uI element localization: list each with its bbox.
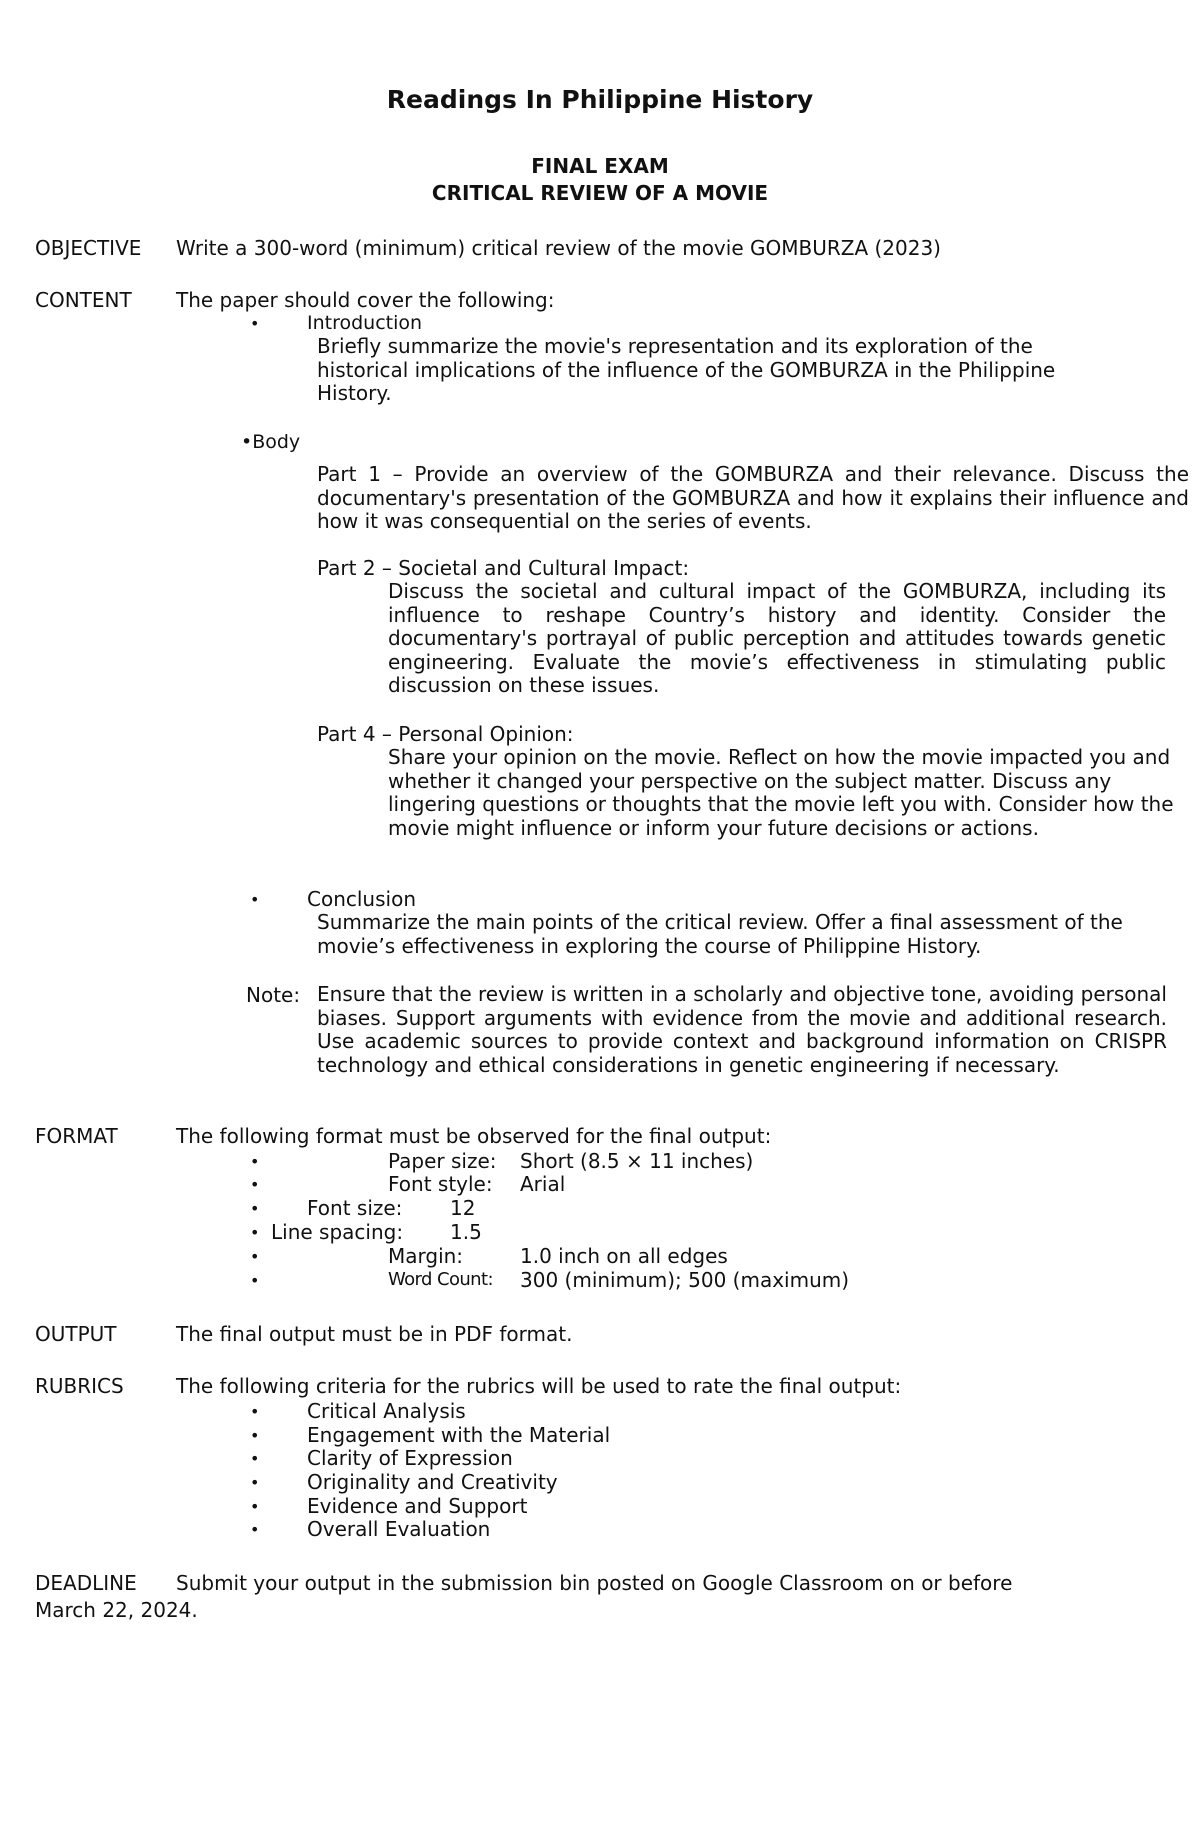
output-text: The final output must be in PDF format. [176,1322,573,1346]
format-item-value: Short (8.5 × 11 inches) [520,1149,754,1173]
bullet-icon: • [250,1449,260,1468]
bullet-icon: • [250,1520,260,1539]
document-title: Readings In Philippine History [386,85,814,114]
note-text: Ensure that the review is written in a scholarly and objective tone, avoiding personal biases. Support arguments with evidence from the movie and additional research. Use academic sources to provide context and background information on CRISPR technology and ethical considerations in genetic engineering if necessary. [317,982,1167,1077]
conclusion-text: Summarize the main points of the critical review. Offer a final assessment of the movie’s effectiveness in exploring the course of Philippine History. [317,910,1123,958]
note-label: Note: [246,983,301,1007]
part4-text: Share your opinion on the movie. Reflect on how the movie impacted you and whether it changed your perspective on the subject matter. Discuss any lingering questions or thoughts that the movie left you with. Consider how the movie might influence or inform your future decisions or actions. [388,745,1174,840]
format-item-value: 12 [450,1196,476,1220]
objective-label: OBJECTIVE [35,236,142,260]
bullet-icon: • [250,1152,260,1171]
introduction-heading: Introduction [307,312,423,334]
format-item-value: 300 (minimum); 500 (maximum) [520,1268,850,1292]
part4-heading: Part 4 – Personal Opinion: [317,722,574,746]
bullet-icon: • [250,1175,260,1194]
bullet-icon: • [250,1497,260,1516]
bullet-icon: • [250,1402,260,1421]
deadline-text: Submit your output in the submission bin posted on Google Classroom on or before [176,1571,1013,1595]
output-label: OUTPUT [35,1322,117,1346]
bullet-icon: • [250,1473,260,1492]
format-item-value: 1.5 [450,1220,482,1244]
exam-subtitle: CRITICAL REVIEW OF A MOVIE [431,181,769,205]
bullet-icon: • [250,1247,260,1266]
conclusion-heading: Conclusion [307,887,416,911]
part2-text: Discuss the societal and cultural impact of the GOMBURZA, including its influence to reshape Country’s history and identity. Consider the documentary's portrayal of public perception and attitudes towards genetic engineering. Evaluate the movie’s effectiveness in stimulating public discussion on these issues. [388,579,1166,697]
format-item-name: Word Count: [388,1269,493,1290]
rubric-item: Critical Analysis [307,1399,466,1423]
deadline-date: March 22, 2024. [35,1598,198,1622]
bullet-icon: • [250,1223,260,1242]
format-label: FORMAT [35,1124,118,1148]
format-item-name: Line spacing: [271,1220,404,1244]
format-item-name: Font size: [307,1196,403,1220]
content-intro: The paper should cover the following: [176,288,555,312]
rubric-item: Evidence and Support [307,1494,528,1518]
rubrics-intro: The following criteria for the rubrics will be used to rate the final output: [176,1374,902,1398]
format-item-name: Margin: [388,1244,464,1268]
part2-heading: Part 2 – Societal and Cultural Impact: [317,556,690,580]
format-item-name: Paper size: [388,1149,497,1173]
rubrics-label: RUBRICS [35,1374,124,1398]
bullet-icon: • [250,1426,260,1445]
bullet-icon: • [250,1271,260,1290]
rubric-item: Engagement with the Material [307,1423,611,1447]
part1-text: Part 1 – Provide an overview of the GOMBURZA and their relevance. Discuss the documentary's presentation of the GOMBURZA and how it explains their influence and how it was consequential on the series of events. [317,462,1189,533]
introduction-text: Briefly summarize the movie's representation and its exploration of the historical implications of the influence of the GOMBURZA in the Philippine History. [317,334,1056,405]
exam-heading: FINAL EXAM [531,154,669,178]
format-intro: The following format must be observed for the final output: [176,1124,772,1148]
bullet-icon: • [250,890,260,909]
bullet-icon: • [250,314,260,333]
format-item-value: Arial [520,1172,566,1196]
objective-text: Write a 300-word (minimum) critical review of the movie GOMBURZA (2023) [176,236,941,260]
rubric-item: Overall Evaluation [307,1517,491,1541]
format-item-value: 1.0 inch on all edges [520,1244,728,1268]
rubric-item: Originality and Creativity [307,1470,558,1494]
body-heading: •Body [241,431,301,453]
rubric-item: Clarity of Expression [307,1446,513,1470]
format-item-name: Font style: [388,1172,493,1196]
deadline-label: DEADLINE [35,1571,137,1595]
content-label: CONTENT [35,288,132,312]
bullet-icon: • [250,1199,260,1218]
